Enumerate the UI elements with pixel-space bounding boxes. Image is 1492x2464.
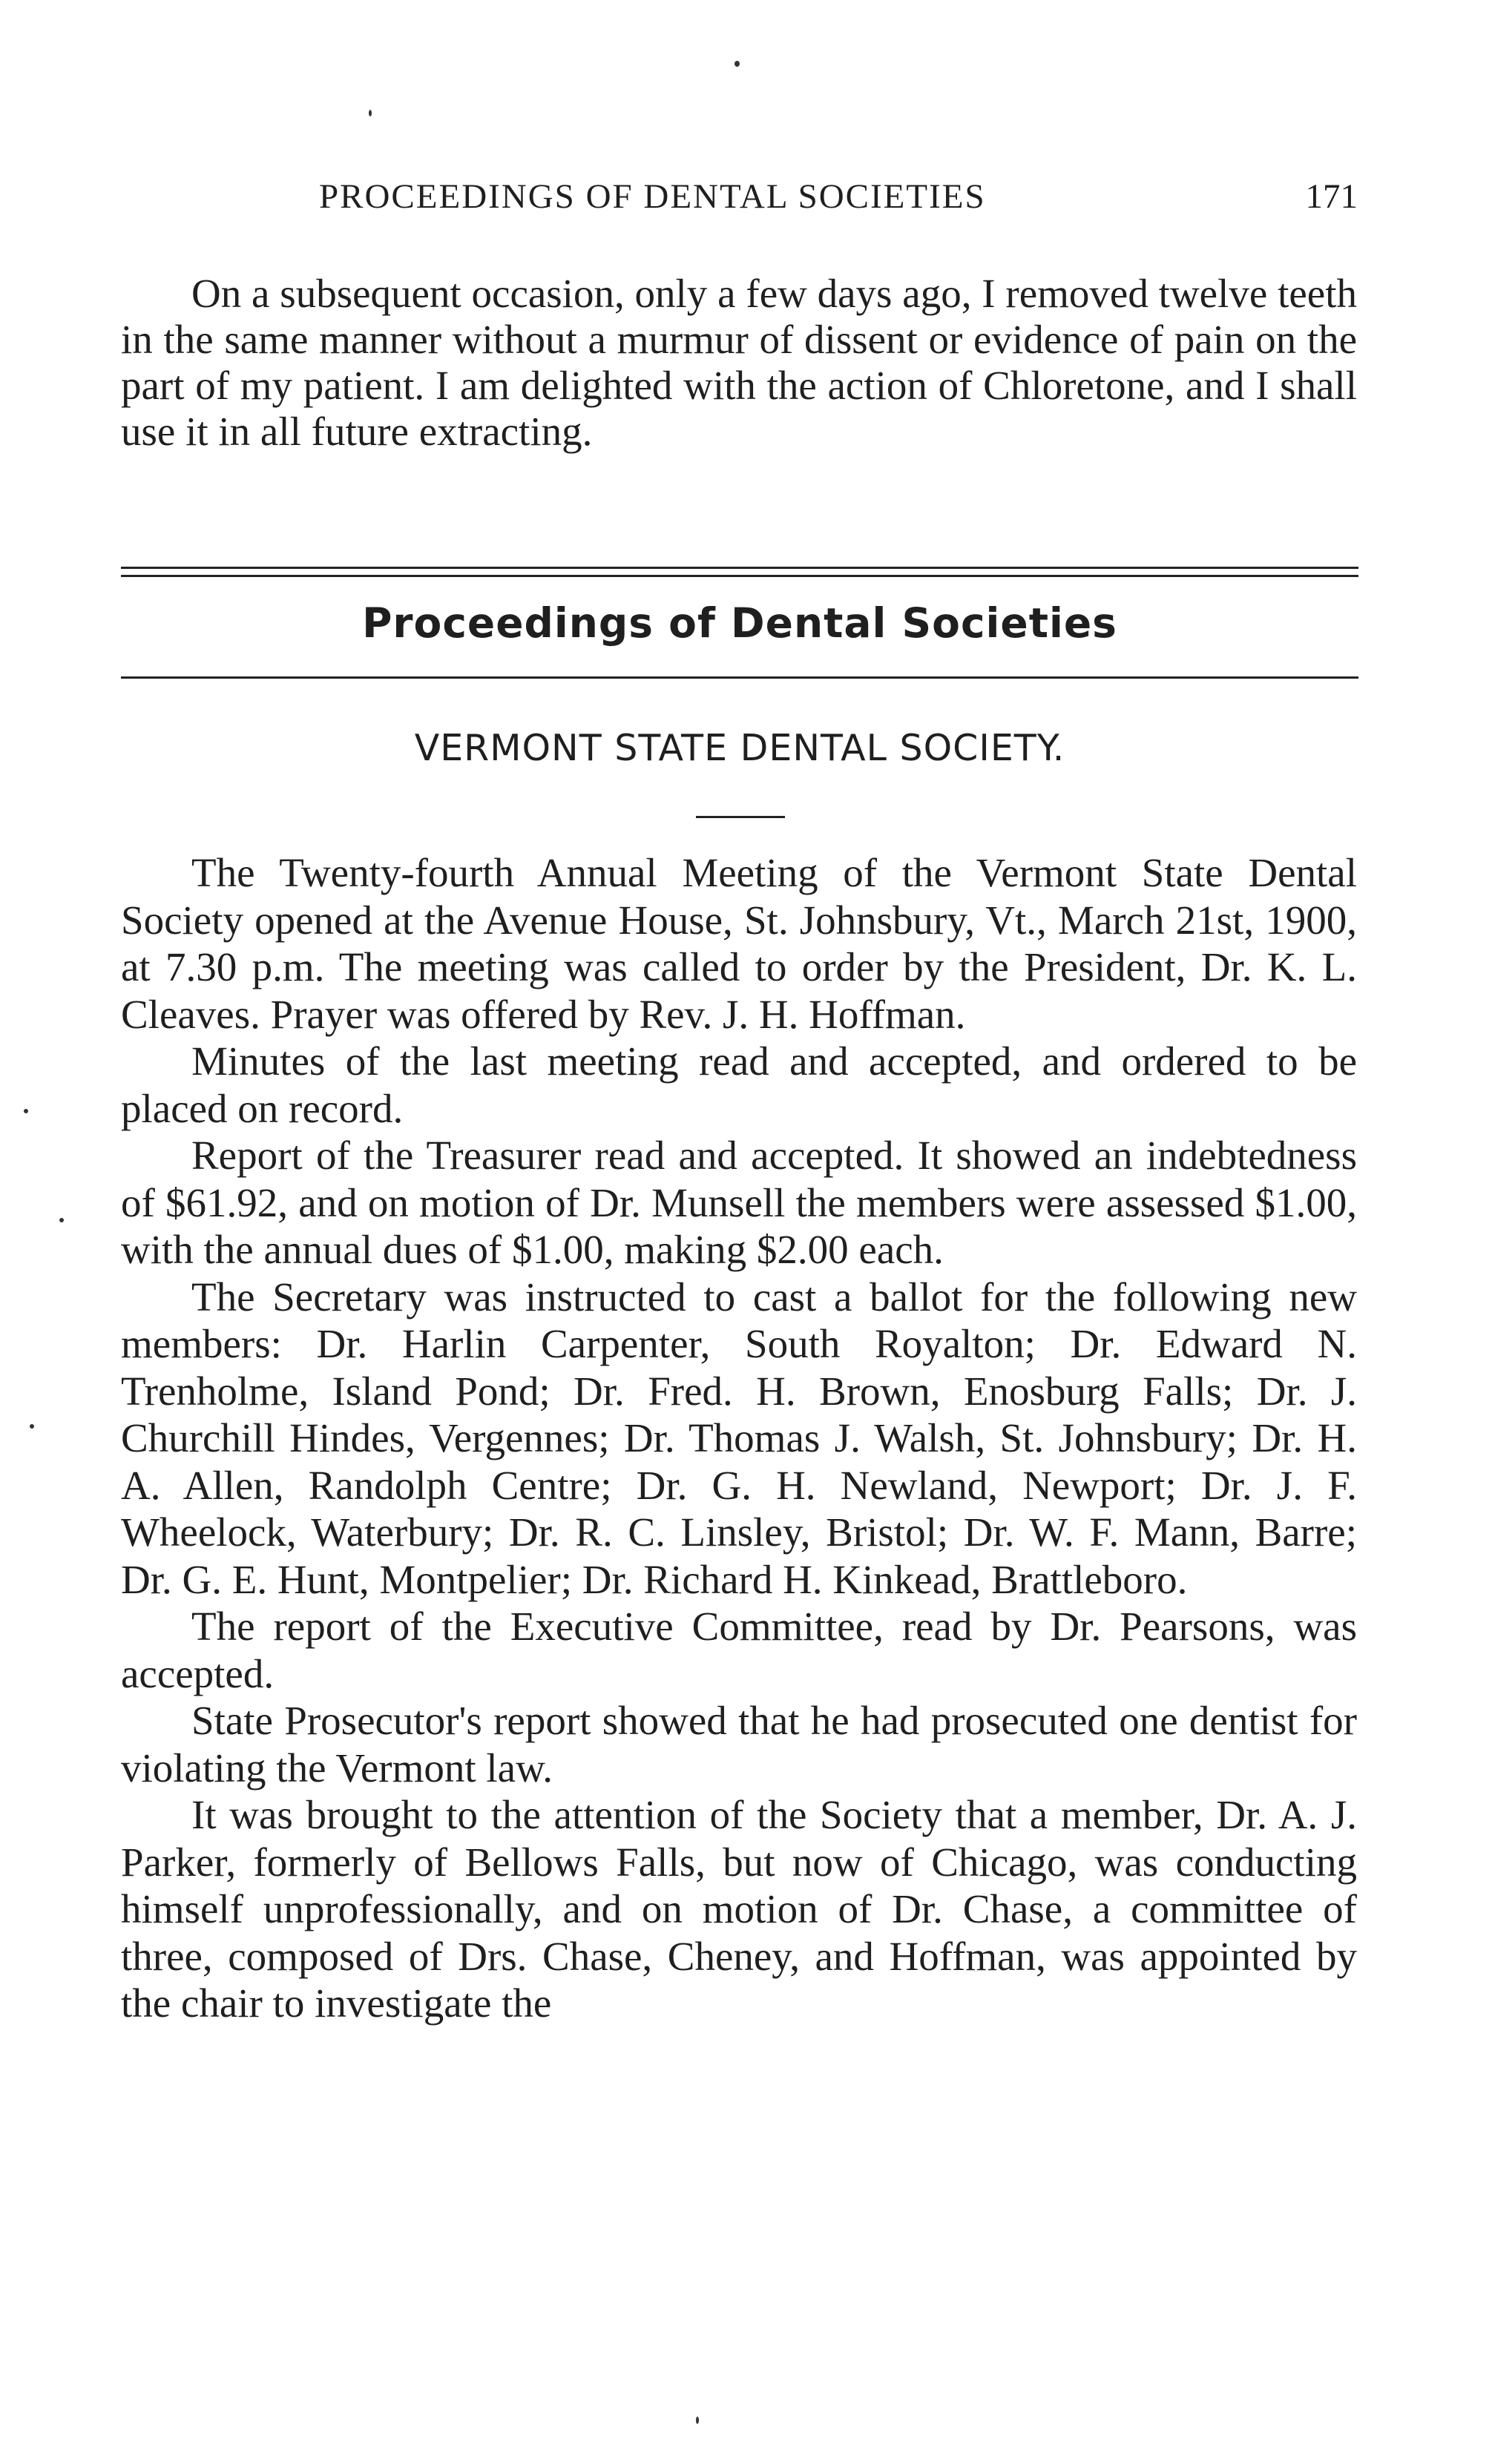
page-speck bbox=[30, 1424, 34, 1429]
body-paragraph: The Twenty-fourth Annual Meeting of the Vermont State Dental Society opened at the Avenue House, St. Johnsbury, Vt., March 21st, 1900, at 7.30 p.m. The meeting was called to order by the President, Dr. K. L. Cleaves. Prayer was offered by Rev. J. H. Hoffman. bbox=[121, 850, 1357, 1037]
section-heading: Proceedings of Dental Societies bbox=[362, 599, 1117, 647]
body-paragraph: Report of the Treasurer read and accepted. It showed an indebtedness of $61.92, and on motion of Dr. Munsell the members were assessed $1.00, with the annual dues of $1.00, making $2.00 each. bbox=[121, 1133, 1357, 1272]
running-head-title: PROCEEDINGS OF DENTAL SOCIETIES bbox=[319, 177, 986, 216]
page-speck bbox=[735, 61, 740, 67]
body-paragraph: State Prosecutor's report showed that he had prosecuted one dentist for violating the Vermont law. bbox=[121, 1698, 1357, 1791]
body-paragraph: The Secretary was instructed to cast a ballot for the following new members: Dr. Harlin Carpenter, South Royalton; Dr. Edward N. Trenholme, Island Pond; Dr. Fred. H. Brown, Enosburg Falls; Dr. J. Churchill Hindes, Vergennes; Dr. Thomas J. Walsh, St. Johnsbury; Dr. H. A. Allen, Randolph Centre; Dr. G. H. Newland, Newport; Dr. J. F. Wheelock, Waterbury; Dr. R. C. Linsley, Bristol; Dr. W. F. Mann, Barre; Dr. G. E. Hunt, Montpelier; Dr. Richard H. Kinkead, Brattleboro. bbox=[121, 1274, 1357, 1602]
page-speck bbox=[24, 1109, 28, 1113]
page-speck bbox=[369, 110, 372, 116]
heading-rule-divider bbox=[121, 676, 1358, 679]
page-speck bbox=[696, 2417, 699, 2424]
short-rule-divider bbox=[696, 816, 785, 818]
intro-paragraph: On a subsequent occasion, only a few days ago, I removed twelve teeth in the same manner without a murmur of dissent or evidence of pain on the part of my patient. I am delighted with the action of Chloretone, and I shall use it in all future extracting. bbox=[121, 271, 1357, 454]
page-speck bbox=[59, 1218, 64, 1222]
running-head bbox=[119, 177, 1358, 221]
body-paragraph: The report of the Executive Committee, read by Dr. Pearsons, was accepted. bbox=[121, 1604, 1357, 1696]
society-heading: VERMONT STATE DENTAL SOCIETY. bbox=[414, 727, 1065, 769]
body-paragraph: Minutes of the last meeting read and accepted, and ordered to be placed on record. bbox=[121, 1038, 1357, 1131]
page-number: 171 bbox=[1305, 177, 1358, 216]
double-rule-divider bbox=[121, 567, 1358, 577]
body-paragraph: It was brought to the attention of the Society that a member, Dr. A. J. Parker, formerly of Bellows Falls, but now of Chicago, was conducting himself unprofessionally, and on motion of Dr. Chase, a committee of three, composed of Drs. Chase, Cheney, and Hoffman, was appointed by the chair to investigate the bbox=[121, 1792, 1357, 2026]
article-body bbox=[121, 849, 1357, 2027]
